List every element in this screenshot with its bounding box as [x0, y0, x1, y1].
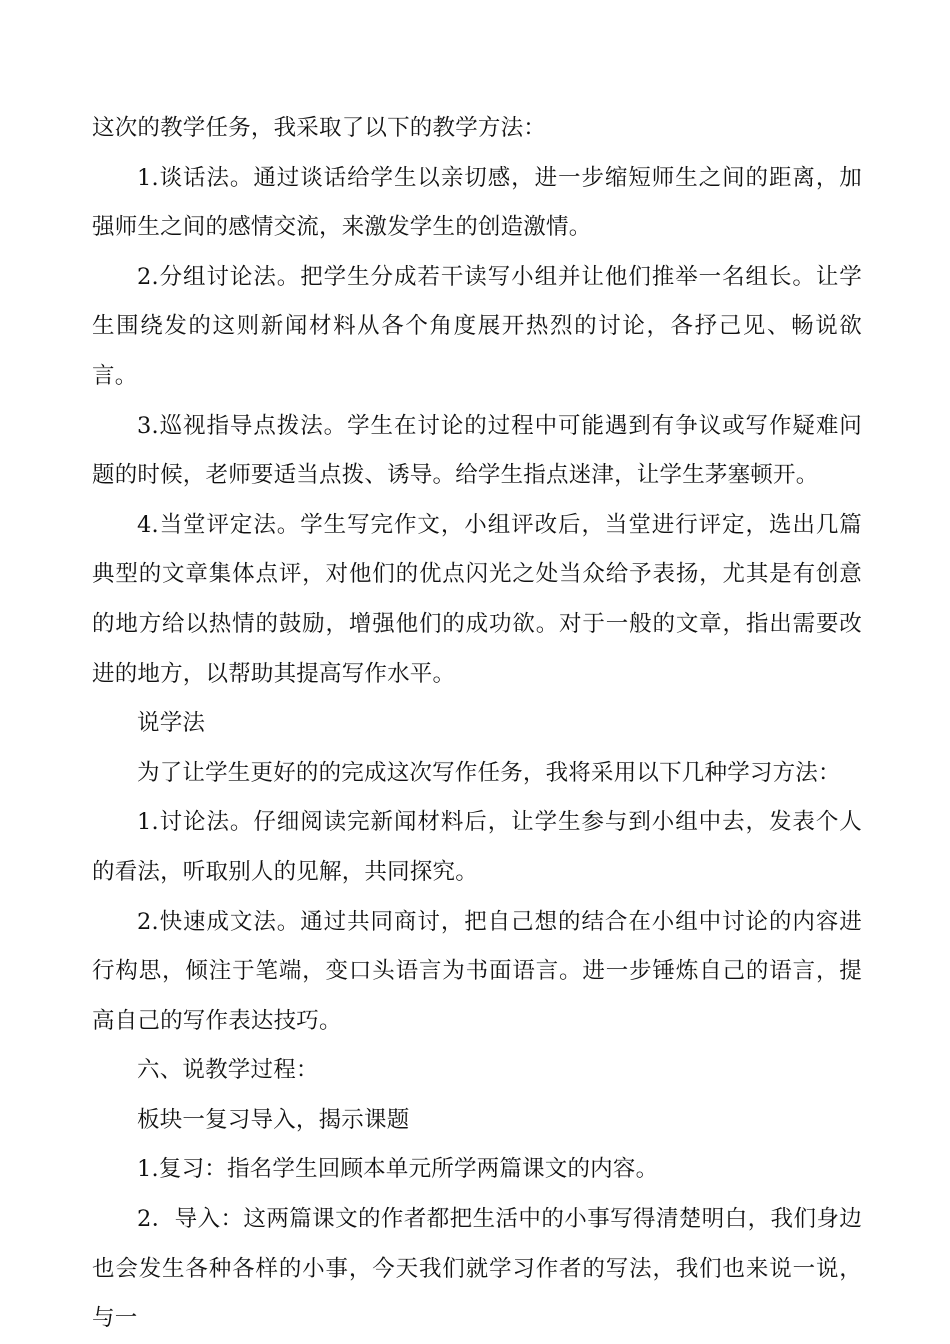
paragraph-method-1: 1.谈话法。通过谈话给学生以亲切感，进一步缩短师生之间的距离，加强师生之间的感情交流，来激发学生的创造激情。 — [92, 164, 862, 241]
document-body — [92, 104, 862, 1344]
paragraph-learning-1: 1.讨论法。仔细阅读完新闻材料后，让学生参与到小组中去，发表个人的看法，听取别人的见解，共同探究。 — [92, 809, 862, 885]
paragraph-intro: 这次的教学任务，我采取了以下的教学方法： — [92, 115, 547, 141]
section-heading-learning-methods: 说学法 — [137, 710, 206, 737]
paragraph-learning-intro: 为了让学生更好的的完成这次写作任务，我将采用以下几种学习方法： — [137, 759, 841, 786]
paragraph-introduction: 2．导入：这两篇课文的作者都把生活中的小事写得清楚明白，我们身边也会发生各种各样的小事，今天我们就学习作者的写法，我们也来说一说，与一 — [92, 1206, 862, 1332]
paragraph-learning-2: 2.快速成文法。通过共同商讨，把自己想的结合在小组中讨论的内容进行构思，倾注于笔端，变口头语言为书面语言。进一步锤炼自己的语言，提高自己的写作表达技巧。 — [92, 908, 862, 1034]
paragraph-method-2: 2.分组讨论法。把学生分成若干读写小组并让他们推举一名组长。让学生围绕发的这则新闻材料从各个角度展开热烈的讨论，各抒己见、畅说欲言。 — [92, 263, 862, 389]
section-heading-teaching-process: 六、说教学过程： — [137, 1057, 319, 1084]
subheading-block-one: 板块一复习导入，揭示课题 — [137, 1106, 410, 1133]
paragraph-method-4: 4.当堂评定法。学生写完作文，小组评改后，当堂进行评定，选出几篇典型的文章集体点评，对他们的优点闪光之处当众给予表扬，尤其是有创意的地方给以热情的鼓励，增强他们的成功欲。对于一般的文章，指出需要改进的地方，以帮助其提高写作水平。 — [92, 511, 862, 687]
paragraph-method-3: 3.巡视指导点拨法。学生在讨论的过程中可能遇到有争议或写作疑难问题的时候，老师要适当点拨、诱导。给学生指点迷津，让学生茅塞顿开。 — [92, 412, 862, 489]
paragraph-review: 1.复习：指名学生回顾本单元所学两篇课文的内容。 — [137, 1156, 659, 1183]
